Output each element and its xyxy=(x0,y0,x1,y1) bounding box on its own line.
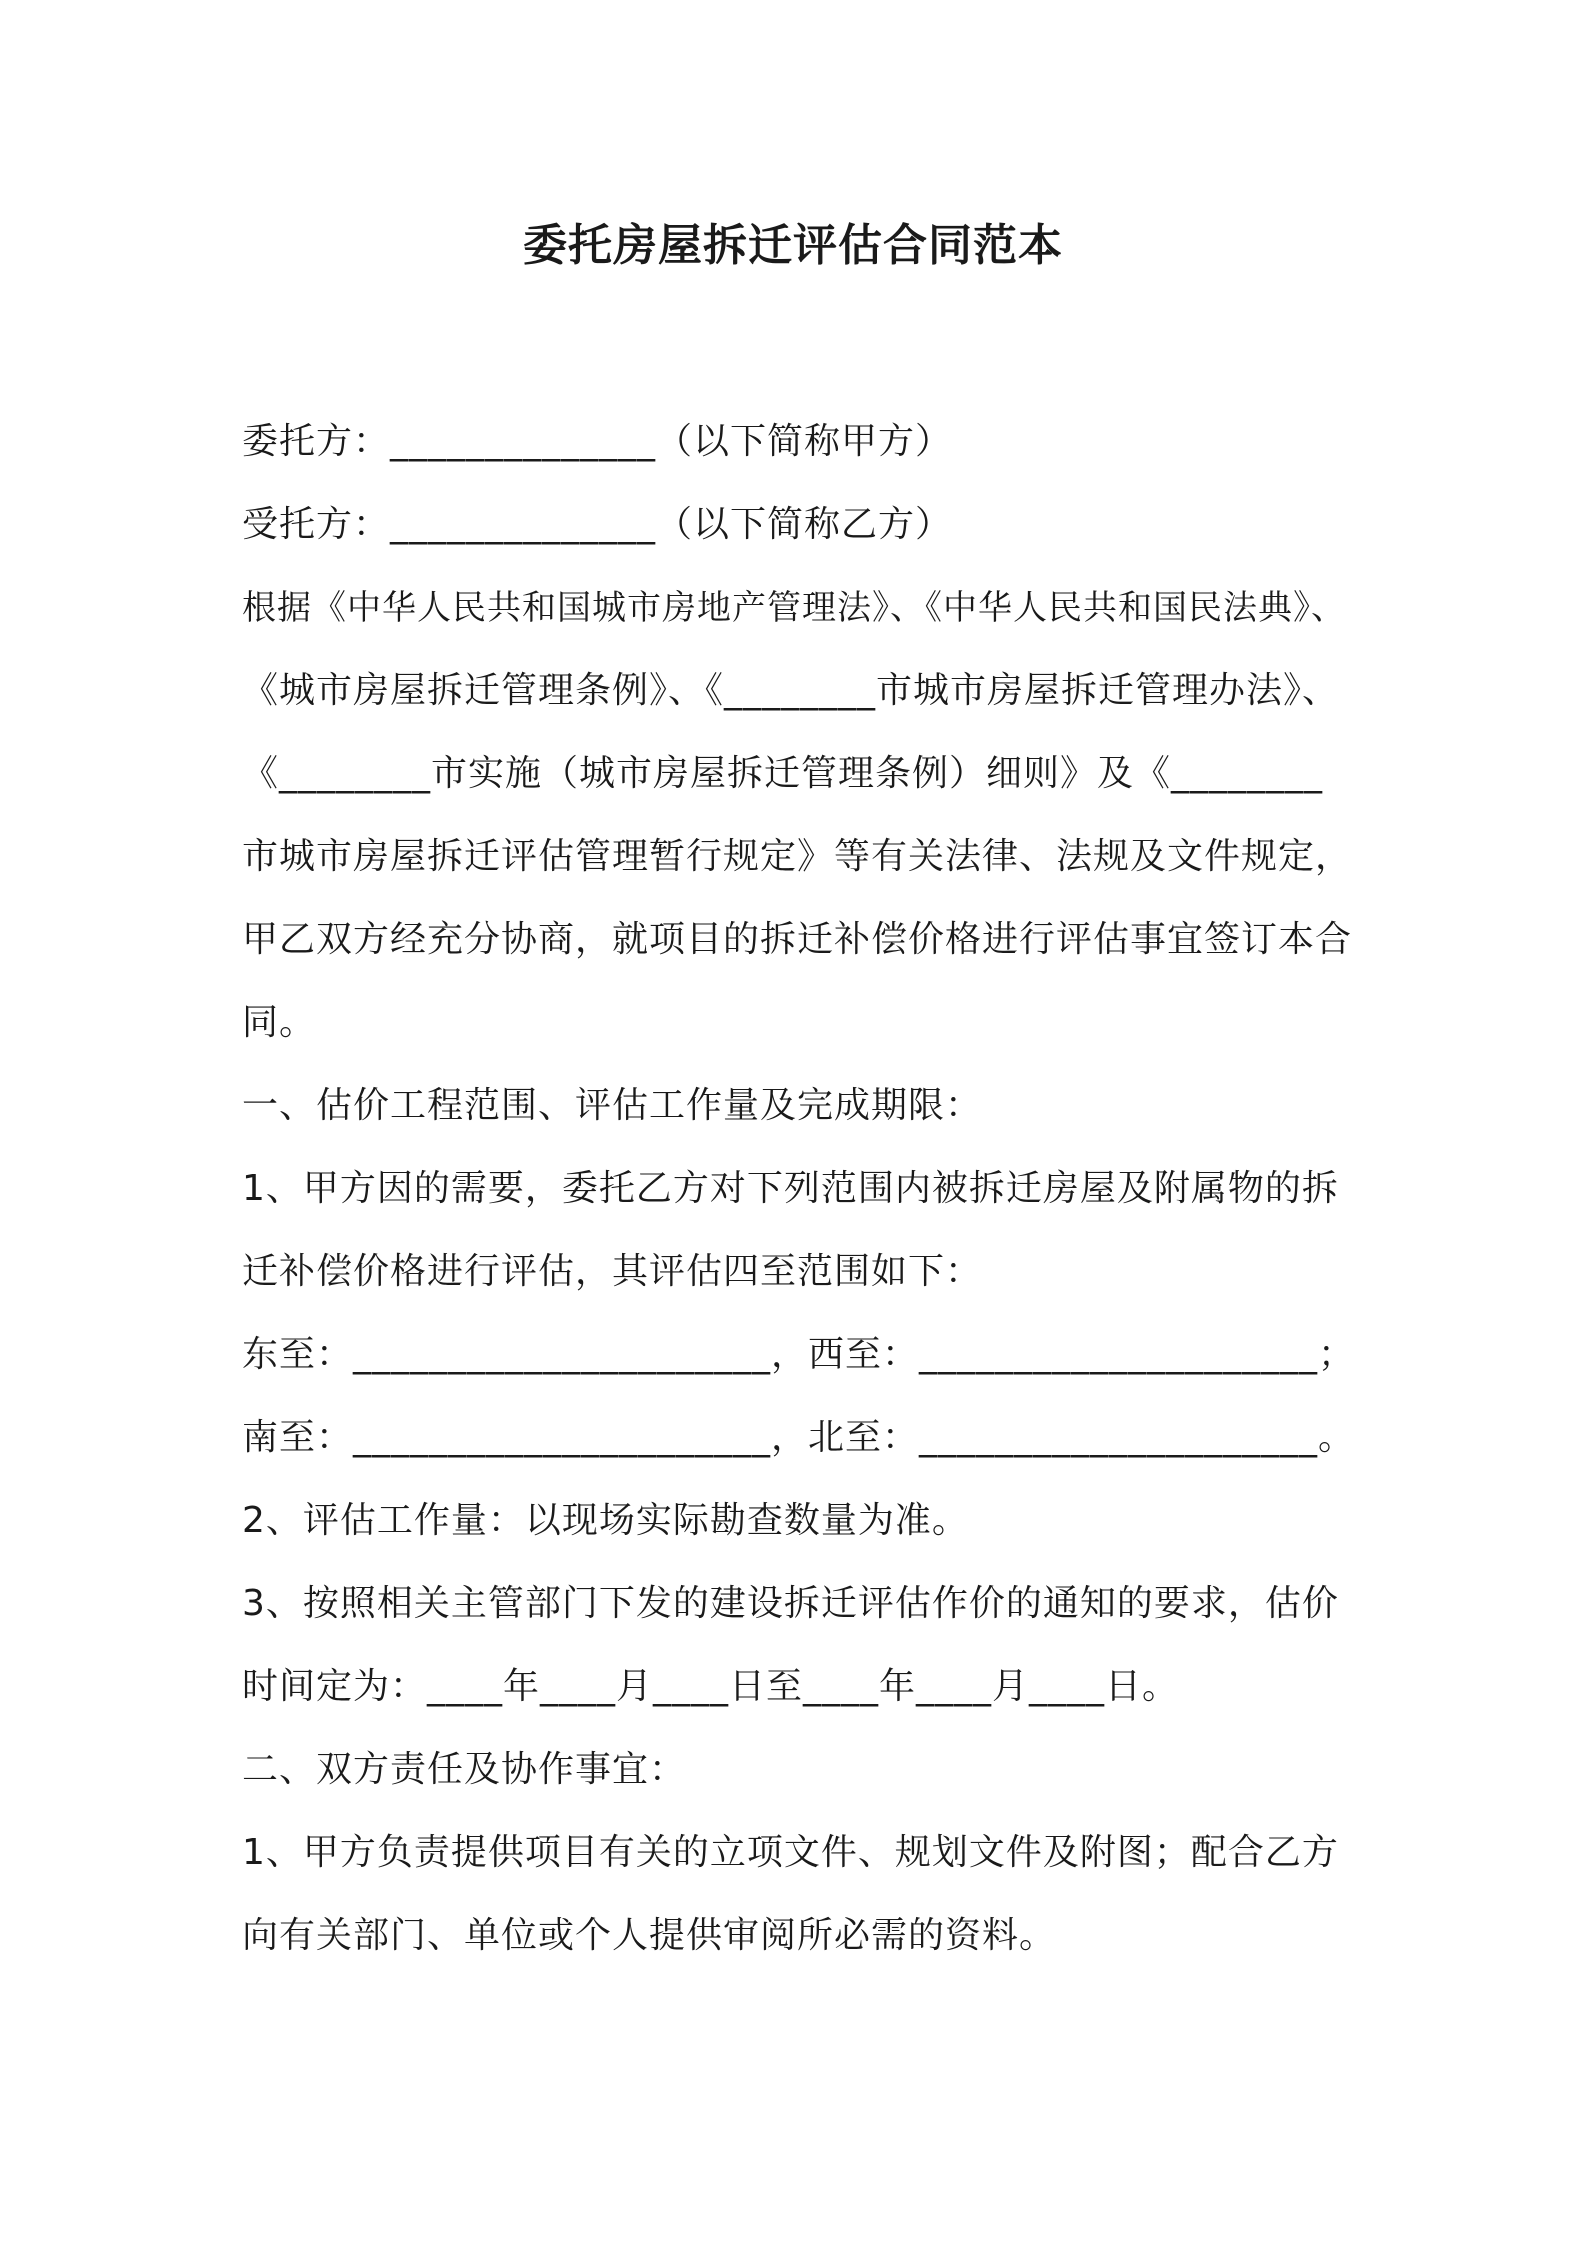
client-line: 委托方：______________（以下简称甲方） xyxy=(242,421,953,462)
boundary-line-east-west: 东至：______________________，西至：_____________________； xyxy=(242,1334,1356,1375)
document-title: 委托房屋拆迁评估合同范本 xyxy=(523,220,1063,271)
clause-line: 1、甲方因的需要，委托乙方对下列范围内被拆迁房屋及附属物的拆 xyxy=(242,1168,1339,1209)
date-line: 时间定为：____年____月____日至____年____月____日。 xyxy=(242,1666,1180,1707)
clause-line: 1、甲方负责提供项目有关的立项文件、规划文件及附图；配合乙方 xyxy=(242,1832,1339,1873)
clause-line: 3、按照相关主管部门下发的建设拆迁评估作价的通知的要求，估价 xyxy=(242,1583,1339,1624)
paragraph-line: 同。 xyxy=(242,1002,317,1043)
paragraph-line: 根据《中华人民共和国城市房地产管理法》、《中华人民共和国民法典》、 xyxy=(242,588,1346,628)
section-heading: 二、双方责任及协作事宜： xyxy=(242,1749,687,1790)
paragraph-line: 市城市房屋拆迁评估管理暂行规定》等有关法律、法规及文件规定， xyxy=(242,836,1353,877)
clause-line: 2、评估工作量：以现场实际勘查数量为准。 xyxy=(242,1500,969,1541)
section-heading: 一、估价工程范围、评估工作量及完成期限： xyxy=(242,1085,983,1126)
paragraph-line: 甲乙双方经充分协商，就项目的拆迁补偿价格进行评估事宜签订本合 xyxy=(242,919,1353,960)
boundary-line-south-north: 南至：______________________，北至：_____________________。 xyxy=(242,1417,1356,1458)
paragraph-line: 《城市房屋拆迁管理条例》、《________市城市房屋拆迁管理办法》、 xyxy=(242,670,1340,711)
clause-line: 迁补偿价格进行评估，其评估四至范围如下： xyxy=(242,1251,983,1292)
clause-line: 向有关部门、单位或个人提供审阅所必需的资料。 xyxy=(242,1915,1057,1956)
contractor-line: 受托方：______________（以下简称乙方） xyxy=(242,504,953,545)
paragraph-line: 《________市实施（城市房屋拆迁管理条例）细则》及《________ xyxy=(242,753,1324,794)
